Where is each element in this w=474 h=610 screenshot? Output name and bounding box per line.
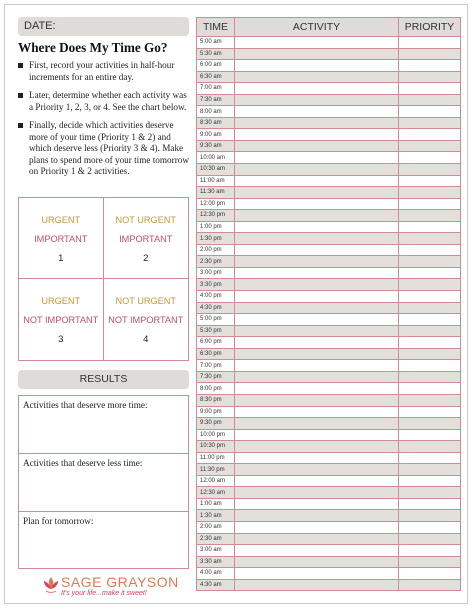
priority-cell[interactable] [399,475,461,487]
table-row [197,498,461,510]
time-slot-label: 10:00 am [197,152,235,164]
table-row [197,464,461,476]
table-row [197,487,461,499]
time-slot-label: 4:00 pm [197,291,235,303]
time-slot-label: 5:30 am [197,48,235,60]
priority-cell[interactable] [399,464,461,476]
priority-cell[interactable] [399,164,461,176]
time-slot-label: 10:30 am [197,164,235,176]
priority-cell[interactable] [399,233,461,245]
priority-cell[interactable] [399,498,461,510]
table-row [197,314,461,326]
priority-cell[interactable] [399,37,461,49]
table-row [197,545,461,557]
table-row [197,371,461,383]
activity-cell[interactable] [235,371,399,383]
time-slot-label: 11:00 am [197,175,235,187]
table-row [197,221,461,233]
time-slot-label: 8:00 am [197,106,235,118]
activity-cell[interactable] [235,279,399,291]
priority-cell[interactable] [399,71,461,83]
table-row [197,129,461,141]
activity-cell[interactable] [235,291,399,303]
urgency-label: URGENT [41,215,81,225]
time-slot-label: 3:00 am [197,545,235,557]
table-row [197,244,461,256]
priority-cell[interactable] [399,556,461,568]
activity-cell[interactable] [235,244,399,256]
priority-cell[interactable] [399,48,461,60]
priority-cell[interactable] [399,533,461,545]
priority-cell[interactable] [399,371,461,383]
urgency-label: URGENT [41,296,81,306]
brand-name: SAGE GRAYSON [61,574,179,590]
activity-cell[interactable] [235,521,399,533]
time-slot-label: 5:30 pm [197,325,235,337]
activity-cell[interactable] [235,394,399,406]
table-row [197,71,461,83]
activity-cell[interactable] [235,140,399,152]
time-slot-label: 6:30 am [197,71,235,83]
activity-cell[interactable] [235,106,399,118]
priority-cell[interactable] [399,60,461,72]
activity-cell[interactable] [235,579,399,591]
time-slot-label: 9:00 am [197,129,235,141]
table-row [197,117,461,129]
time-slot-label: 10:30 pm [197,441,235,453]
priority-cell[interactable] [399,117,461,129]
table-row [197,279,461,291]
time-slot-label: 12:30 am [197,487,235,499]
table-row [197,360,461,372]
table-row [197,383,461,395]
priority-cell[interactable] [399,383,461,395]
time-slot-label: 7:00 am [197,83,235,95]
time-slot-label: 7:30 pm [197,371,235,383]
priority-cell[interactable] [399,406,461,418]
activity-cell[interactable] [235,71,399,83]
schedule-body [197,37,461,591]
table-row [197,291,461,303]
time-slot-label: 3:00 pm [197,267,235,279]
time-slot-label: 10:00 pm [197,429,235,441]
priority-cell[interactable] [399,360,461,372]
priority-cell[interactable] [399,579,461,591]
priority-cell[interactable] [399,394,461,406]
time-slot-label: 9:30 am [197,140,235,152]
time-slot-label: 6:00 am [197,60,235,72]
activity-cell[interactable] [235,325,399,337]
activity-cell[interactable] [235,233,399,245]
table-row [197,94,461,106]
activity-cell[interactable] [235,164,399,176]
plan-field[interactable] [19,512,188,570]
priority-cell-1 [19,198,104,279]
priority-cell[interactable] [399,568,461,580]
activity-cell[interactable] [235,187,399,199]
table-row [197,475,461,487]
lotus-icon [43,575,59,595]
time-slot-label: 6:30 pm [197,348,235,360]
activity-cell[interactable] [235,48,399,60]
page-title: Where Does My Time Go? [18,40,168,55]
priority-cell[interactable] [399,521,461,533]
table-row [197,302,461,314]
priority-cell[interactable] [399,279,461,291]
activity-cell[interactable] [235,383,399,395]
more-time-label: Activities that deserve more time: [23,400,148,410]
instruction-list [18,60,190,185]
date-label[interactable]: DATE: [18,17,189,36]
priority-cell[interactable] [399,302,461,314]
activity-cell[interactable] [235,60,399,72]
table-row [197,140,461,152]
more-time-field[interactable] [19,396,188,454]
table-row [197,164,461,176]
instruction-item: First, record your activities in half-hour increments for an entire day. [18,60,190,83]
priority-number: 4 [143,334,149,345]
instruction-item: Finally, decide which activities deserve more of your time (Priority 1 & 2) and which deserve less (Priority 3 & 4). Make plans to spend more of your time tomorrow on Priority 1 & 2 activities. [18,120,190,178]
table-row [197,394,461,406]
table-row [197,510,461,522]
table-row [197,233,461,245]
table-row [197,579,461,591]
activity-cell[interactable] [235,314,399,326]
priority-cell[interactable] [399,140,461,152]
table-row [197,337,461,349]
table-row [197,83,461,95]
priority-cell[interactable] [399,441,461,453]
table-row [197,60,461,72]
table-row [197,187,461,199]
time-slot-label: 2:30 am [197,533,235,545]
activity-cell[interactable] [235,129,399,141]
activity-cell[interactable] [235,487,399,499]
activity-cell[interactable] [235,256,399,268]
priority-column-header: PRIORITY [399,18,461,37]
priority-cell[interactable] [399,291,461,303]
time-slot-label: 4:30 pm [197,302,235,314]
time-slot-label: 11:00 pm [197,452,235,464]
instruction-item: Later, determine whether each activity was a Priority 1, 2, 3, or 4. See the chart below. [18,90,190,113]
priority-number: 3 [58,334,64,345]
priority-cell[interactable] [399,152,461,164]
activity-cell[interactable] [235,510,399,522]
time-slot-label: 4:00 am [197,568,235,580]
table-row [197,267,461,279]
priority-cell[interactable] [399,452,461,464]
priority-cell[interactable] [399,510,461,522]
priority-cell[interactable] [399,94,461,106]
schedule-header-row [197,18,461,37]
activity-cell[interactable] [235,452,399,464]
table-row [197,452,461,464]
priority-cell[interactable] [399,187,461,199]
time-slot-label: 7:00 pm [197,360,235,372]
time-slot-label: 3:30 pm [197,279,235,291]
activity-cell[interactable] [235,475,399,487]
table-row [197,348,461,360]
time-slot-label: 8:30 am [197,117,235,129]
table-row [197,175,461,187]
priority-cell[interactable] [399,198,461,210]
table-row [197,325,461,337]
priority-matrix [18,197,189,361]
schedule-table [196,17,461,591]
table-row [197,198,461,210]
time-slot-label: 11:30 pm [197,464,235,476]
importance-label: IMPORTANT [34,234,88,244]
priority-cell[interactable] [399,221,461,233]
priority-cell[interactable] [399,337,461,349]
priority-cell[interactable] [399,487,461,499]
activity-cell[interactable] [235,117,399,129]
activity-cell[interactable] [235,418,399,430]
importance-label: IMPORTANT [119,234,173,244]
table-row [197,37,461,49]
activity-cell[interactable] [235,464,399,476]
table-row [197,152,461,164]
activity-cell[interactable] [235,267,399,279]
time-slot-label: 8:00 pm [197,383,235,395]
results-heading: RESULTS [18,370,189,389]
priority-cell[interactable] [399,267,461,279]
time-slot-label: 9:30 pm [197,418,235,430]
priority-number: 2 [143,253,149,264]
activity-cell[interactable] [235,37,399,49]
priority-cell[interactable] [399,106,461,118]
time-slot-label: 4:30 am [197,579,235,591]
importance-label: NOT IMPORTANT [23,315,99,325]
activity-cell[interactable] [235,545,399,557]
priority-cell[interactable] [399,210,461,222]
time-slot-label: 2:30 pm [197,256,235,268]
table-row [197,406,461,418]
activity-cell[interactable] [235,533,399,545]
activity-cell[interactable] [235,360,399,372]
priority-cell[interactable] [399,325,461,337]
activity-cell[interactable] [235,337,399,349]
table-row [197,429,461,441]
time-slot-label: 7:30 am [197,94,235,106]
activity-cell[interactable] [235,568,399,580]
urgency-label: NOT URGENT [115,296,177,306]
activity-cell[interactable] [235,83,399,95]
less-time-label: Activities that deserve less time: [23,458,143,468]
time-slot-label: 3:30 am [197,556,235,568]
time-slot-label: 1:30 pm [197,233,235,245]
priority-cell-3 [19,279,104,360]
time-slot-label: 5:00 am [197,37,235,49]
activity-cell[interactable] [235,406,399,418]
table-row [197,568,461,580]
activity-cell[interactable] [235,210,399,222]
table-row [197,48,461,60]
priority-cell-2 [104,198,189,279]
importance-label: NOT IMPORTANT [108,315,184,325]
time-slot-label: 2:00 pm [197,244,235,256]
activity-cell[interactable] [235,302,399,314]
activity-cell[interactable] [235,429,399,441]
brand-logo [43,574,203,600]
table-row [197,256,461,268]
time-slot-label: 2:00 am [197,521,235,533]
time-slot-label: 12:00 pm [197,198,235,210]
time-slot-label: 9:00 pm [197,406,235,418]
activity-cell[interactable] [235,556,399,568]
time-slot-label: 5:00 pm [197,314,235,326]
priority-cell[interactable] [399,175,461,187]
results-box [18,395,189,569]
activity-cell[interactable] [235,175,399,187]
activity-cell[interactable] [235,94,399,106]
table-row [197,556,461,568]
priority-number: 1 [58,253,64,264]
priority-cell[interactable] [399,83,461,95]
table-row [197,106,461,118]
priority-cell[interactable] [399,129,461,141]
activity-cell[interactable] [235,152,399,164]
activity-column-header: ACTIVITY [235,18,399,37]
time-slot-label: 1:00 pm [197,221,235,233]
table-row [197,418,461,430]
time-slot-label: 8:30 pm [197,394,235,406]
priority-cell[interactable] [399,545,461,557]
time-slot-label: 12:30 pm [197,210,235,222]
plan-label: Plan for tomorrow: [23,516,94,526]
priority-cell[interactable] [399,256,461,268]
urgency-label: NOT URGENT [115,215,177,225]
less-time-field[interactable] [19,454,188,512]
activity-cell[interactable] [235,441,399,453]
priority-cell[interactable] [399,429,461,441]
priority-cell[interactable] [399,314,461,326]
time-column-header: TIME [197,18,235,37]
table-row [197,521,461,533]
activity-cell[interactable] [235,221,399,233]
table-row [197,533,461,545]
priority-cell-4 [104,279,189,360]
activity-cell[interactable] [235,198,399,210]
time-slot-label: 6:00 pm [197,337,235,349]
table-row [197,210,461,222]
time-slot-label: 12:00 am [197,475,235,487]
time-slot-label: 1:00 am [197,498,235,510]
activity-cell[interactable] [235,348,399,360]
priority-cell[interactable] [399,244,461,256]
priority-cell[interactable] [399,418,461,430]
brand-tagline: It's your life...make it sweet! [61,590,147,597]
activity-cell[interactable] [235,498,399,510]
time-slot-label: 11:30 am [197,187,235,199]
time-slot-label: 1:30 am [197,510,235,522]
table-row [197,441,461,453]
priority-cell[interactable] [399,348,461,360]
